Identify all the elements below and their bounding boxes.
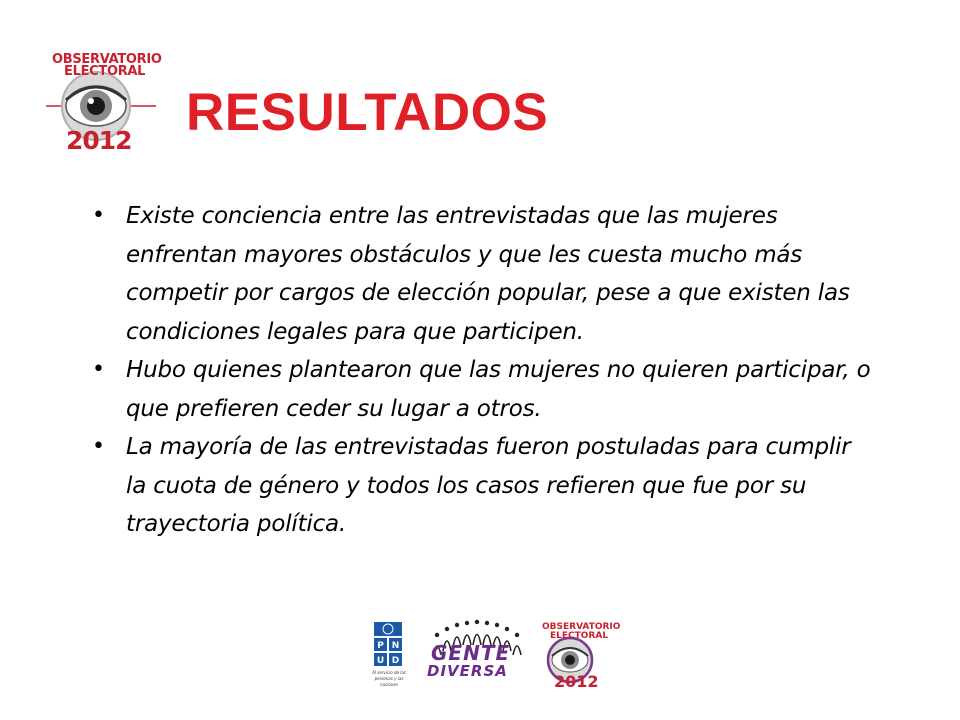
- gente-line1: GENTE: [431, 641, 511, 665]
- bullet-item: [92, 351, 872, 428]
- obs-year: 2012: [554, 672, 599, 691]
- logo-year: 2012: [66, 126, 132, 155]
- bullet-list: [92, 197, 872, 544]
- bullet-dot-icon: •: [92, 357, 105, 382]
- observatorio-logo-small: [536, 620, 621, 692]
- logo-line1: OBSERVATORIO: [52, 52, 162, 67]
- slide-title: RESULTADOS: [186, 83, 549, 142]
- undp-letter: U: [376, 656, 385, 666]
- undp-letter: D: [391, 656, 400, 666]
- undp-logo: [370, 622, 408, 696]
- bullet-text: La mayoría de las entrevistadas fueron postuladas para cumplir la cuota de género y todos los casos refieren que fue por su trayectoria política.: [126, 434, 851, 537]
- obs-line1: OBSERVATORIO: [542, 622, 621, 632]
- undp-letter: P: [377, 641, 384, 651]
- bullet-item: [92, 428, 872, 544]
- bullet-text: Hubo quienes plantearon que las mujeres no quieren participar, o que prefieren ceder su lugar a otros.: [126, 357, 871, 422]
- obs-line2: ELECTORAL: [550, 631, 609, 641]
- bullet-dot-icon: •: [92, 434, 105, 459]
- undp-letter: N: [391, 641, 400, 651]
- bullet-text: Existe conciencia entre las entrevistadas que las mujeres enfrentan mayores obstáculos y que les cuesta mucho más competir por cargos de elección popular, pese a que existen las condiciones legales para que participen.: [126, 203, 850, 345]
- logo-line2: ELECTORAL: [64, 64, 146, 79]
- gente-diversa-logo: [425, 615, 530, 685]
- observatorio-logo: [44, 48, 174, 158]
- gente-line2: DIVERSA: [427, 662, 508, 680]
- bullet-item: [92, 197, 872, 351]
- undp-tagline: Al servicio de las personas y las naciones: [372, 670, 406, 687]
- bullet-dot-icon: •: [92, 203, 105, 228]
